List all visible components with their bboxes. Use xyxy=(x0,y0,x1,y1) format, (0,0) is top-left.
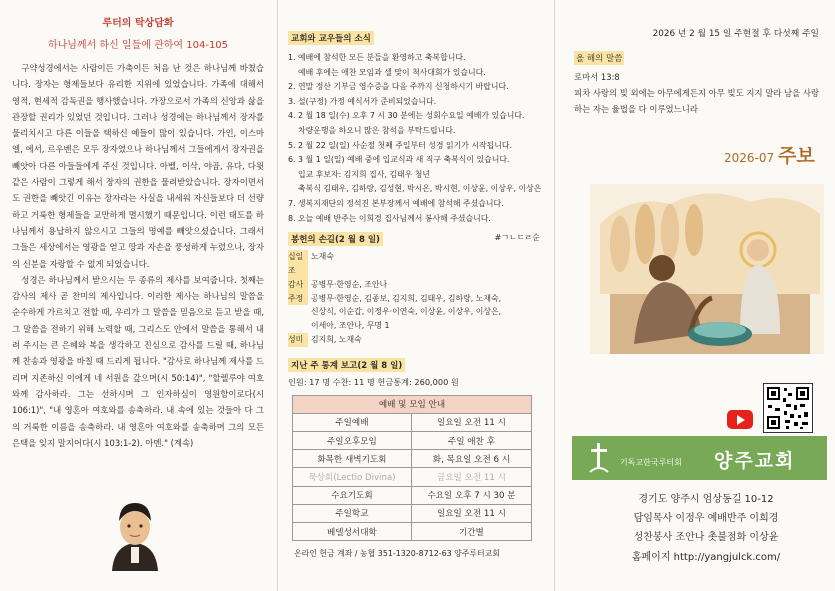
schedule-row xyxy=(293,450,532,468)
schedule-row xyxy=(293,486,532,504)
offering-row xyxy=(288,319,552,333)
table-talk-body xyxy=(12,60,264,451)
cross-icon xyxy=(588,442,610,474)
column-cover xyxy=(556,0,835,591)
news-item: 7. 생복지재단의 정석진 본부장께서 예배에 참석해 주셨습니다. xyxy=(288,198,504,208)
schedule-row xyxy=(293,432,532,450)
schedule-time: 주일 애찬 후 xyxy=(411,432,531,450)
offering-row xyxy=(288,333,552,347)
schedule-table xyxy=(292,395,532,542)
offering-names: 신상식, 이순갑, 이정우·이연숙, 이상윤, 이상우, 이상은, xyxy=(311,307,502,317)
issue-number: 2026-07 xyxy=(724,151,775,165)
communion-and-candle: 성찬봉사 조안나 촛불점화 이상윤 xyxy=(633,532,779,544)
schedule-time: 화, 목요일 오전 6 시 xyxy=(411,450,531,468)
offering-names: 김지희, 노재숙 xyxy=(311,334,362,344)
verse-reference: 로마서 13:8 xyxy=(574,72,620,82)
news-heading: 교회와 교우들의 소식 xyxy=(288,31,374,45)
schedule-time: 금요일 오전 11 시 xyxy=(411,468,531,486)
offering-list xyxy=(288,250,552,347)
qr-code-icon[interactable] xyxy=(763,383,813,433)
news-item: 4. 2 월 18 일(수) 오후 7 시 30 분에는 성회수요일 예배가 있습니다. xyxy=(288,111,525,121)
news-item: 차량운행을 하오니 많은 참석을 부탁드립니다. xyxy=(298,125,456,135)
offering-role: 감사 xyxy=(288,278,308,292)
offering-names: 노재숙 xyxy=(311,252,334,262)
schedule-time: 일요일 오전 11 시 xyxy=(411,413,531,431)
issue-label xyxy=(724,141,815,168)
offering-role: 십일조 xyxy=(288,250,308,278)
schedule-event: 주일학교 xyxy=(293,504,412,522)
offering-role: 주정 xyxy=(288,292,308,306)
offering-role xyxy=(288,319,308,333)
verse-heading: 올 해의 말씀 xyxy=(574,51,624,65)
offering-account: 온라인 헌금 계좌 / 농협 351-1320-8712-63 양주루터교회 xyxy=(294,549,500,559)
news-item: 6. 3 월 1 일(일) 예배 중에 입교식과 새 직구 축복식이 있습니다. xyxy=(288,155,510,165)
homepage-link[interactable]: 홈페이지 http://yangjulck.com/ xyxy=(631,551,781,563)
church-info xyxy=(586,490,826,567)
schedule-time: 수요일 오후 7 시 30 분 xyxy=(411,486,531,504)
news-item: 입교 후보자: 김지희 집사, 김태우 청년 xyxy=(298,169,431,179)
offering-order-note: #ㄱㄴㄷㄹ순 xyxy=(494,233,540,243)
schedule-row xyxy=(293,504,532,522)
schedule-event: 묵상회(Lectio Divina) xyxy=(293,468,412,486)
offering-row xyxy=(288,278,552,292)
news-item: 8. 오늘 예배 반주는 이희경 집사님께서 봉사해 주셨습니다. xyxy=(288,213,491,223)
offering-role xyxy=(288,305,308,319)
fold-line-right xyxy=(554,0,555,591)
church-name: 양주교회 xyxy=(714,450,796,472)
church-banner xyxy=(572,436,827,480)
offering-row xyxy=(288,250,552,278)
table-talk-title: 루터의 탁상담화 xyxy=(102,18,174,29)
news-item: 1. 예배에 참석한 모든 분들을 환영하고 축복합니다. xyxy=(288,53,466,62)
offering-row xyxy=(288,292,552,306)
offering-row xyxy=(288,305,552,319)
schedule-time: 기간별 xyxy=(411,523,531,541)
column-table-talk xyxy=(0,0,276,591)
offering-names: 이세아, 조안나, 무명 1 xyxy=(311,321,390,331)
schedule-event: 주일예배 xyxy=(293,413,412,431)
foot-washing-illustration xyxy=(590,184,824,354)
stats-line: 인원: 17 명 수찬: 11 명 헌금통계: 260,000 원 xyxy=(288,376,459,387)
denomination-name: 기독교한국루터회 xyxy=(620,458,682,467)
stats-heading: 지난 주 통계 보고(2 월 8 일) xyxy=(288,358,405,372)
news-item: 2. 연말 정산 기부금 영수증을 다음 주까지 신청하시기 바랍니다. xyxy=(288,82,509,92)
luther-portrait-icon xyxy=(104,497,166,571)
issue-word: 주보 xyxy=(777,145,815,167)
news-list xyxy=(288,51,544,226)
column-news xyxy=(278,0,552,591)
schedule-row xyxy=(293,413,532,431)
schedule-event: 화목한 새벽기도회 xyxy=(293,450,412,468)
schedule-row xyxy=(293,523,532,541)
schedule-event: 주일오후모임 xyxy=(293,432,412,450)
offering-names: 공병무·한영순, 김종보, 김지희, 김태우, 김하랑, 노재숙, xyxy=(311,293,502,303)
schedule-event: 수요기도회 xyxy=(293,486,412,504)
paragraph: 성경은 하나님께서 받으시는 두 종류의 제사를 보여줍니다. 첫째는 감사의 제사 곧 찬미의 제사입니다. 이러한 제사는 하나님의 말씀을 순수하게 가르치고 전할 때, 우리가 그 말씀을 믿음으로 듣고 받을 때, 그 말씀을 전하기 위해 노력할 때, 그리스도 안에서 말씀을 통해서 내려 주시는 큰 은혜와 복을 생각하고 진심으로 감사를 드릴 때, 하나님께 찬송과 영광을 바칠 때 드리게 됩니다. "감사로 하나님께 제사를 드리며 지존하신 이에게 네 서원을 갚으며(시 50:14)", "할렐루야 여호와께 감사하라. 그는 선하시며 그 인자하심이 영원함이로다(시 106:1)", "내 영혼아 여호와를 송축하라. 내 속에 있는 것들아 다 그의 거룩한 이름을 송축하라. 내 영혼아 여호와를 송축하며 그의 모든 은택을 잊지 말지어다(시 103:1-2). 아멘." (계속) xyxy=(12,274,264,448)
verse-text: 피차 사랑의 빚 외에는 아무에게든지 아무 빚도 지지 말라 남을 사랑하는 자는 율법을 다 이루었느니라 xyxy=(574,88,820,114)
bulletin-date: 2026 년 2 월 15 일 주현절 후 다섯째 주일 xyxy=(652,29,819,39)
schedule-time: 일요일 오전 11 시 xyxy=(411,504,531,522)
news-item: 축복식 김태우, 김하랑, 김성현, 박시온, 박시현, 이상윤, 이상우, 이상은 xyxy=(298,184,542,194)
youtube-icon[interactable] xyxy=(727,410,753,429)
offering-heading: 봉헌의 손길(2 월 8 일) xyxy=(288,232,383,246)
pastor-and-accompanist: 담임목사 이정우 예배반주 이희경 xyxy=(633,513,779,525)
news-item: 5. 2 월 22 일(일) 사순절 첫째 주일부터 성경 읽기가 시작됩니다. xyxy=(288,140,513,150)
news-item: 예배 후에는 애찬 모임과 셀 맞이 척사대회가 있습니다. xyxy=(298,67,486,77)
news-item: 3. 설(구정) 가정 예식서가 준비되었습니다. xyxy=(288,96,437,106)
paragraph: 구약성경에서는 사람이든 가축이든 처음 난 것은 하나님께 바쳤습니다. 장자는 형제들보다 유리한 지위에 있었습니다. 가족에 대해서 영적, 현세적 감독권을 행사했습니다. 가장으로서 가족의 신앙과 삶을 관장할 권리가 있었던 것입니다. 그러나 성경에는 하나님께서 장자를 물리치시고 다른 이들을 택하신 예들이 많이 있습니다. 가인, 이스마엘, 에서, 르우벤은 모두 장자였으나 하나님께서 그들에게서 장자권을 빼앗아 다른 아들들에게 주신 것입니다. 아벨, 이삭, 야곱, 유다, 다윗 같은 사람이 그렇게 해서 장자의 권한을 물려받았습니다. 장자이면서도 권한을 빼앗긴 이유는 장자라는 사실을 내세워 자신들보다 더 선량하고 거룩한 형제들을 교만하게 멸시했기 때문입니다. 이런 태도를 하나님께서 용납하지 않으시고 그들의 명예를 빼앗으셨습니다. 그래서 그들은 세상에서는 영광을 얻고 땅과 자손을 풍성하게 누렸으나, 장자의 신분을 자랑할 수 없게 되었습니다. xyxy=(12,63,264,269)
offering-names: 공병무·한영순, 조안나 xyxy=(311,279,388,289)
table-talk-subtitle: 하나님께서 하신 일들에 관하여 104-105 xyxy=(47,40,229,51)
schedule-title: 예배 및 모임 안내 xyxy=(293,395,532,413)
offering-role: 성미 xyxy=(288,333,308,347)
schedule-row xyxy=(293,468,532,486)
schedule-event: 베델성서대학 xyxy=(293,523,412,541)
church-address: 경기도 양주시 엄상동길 10-12 xyxy=(638,494,774,505)
